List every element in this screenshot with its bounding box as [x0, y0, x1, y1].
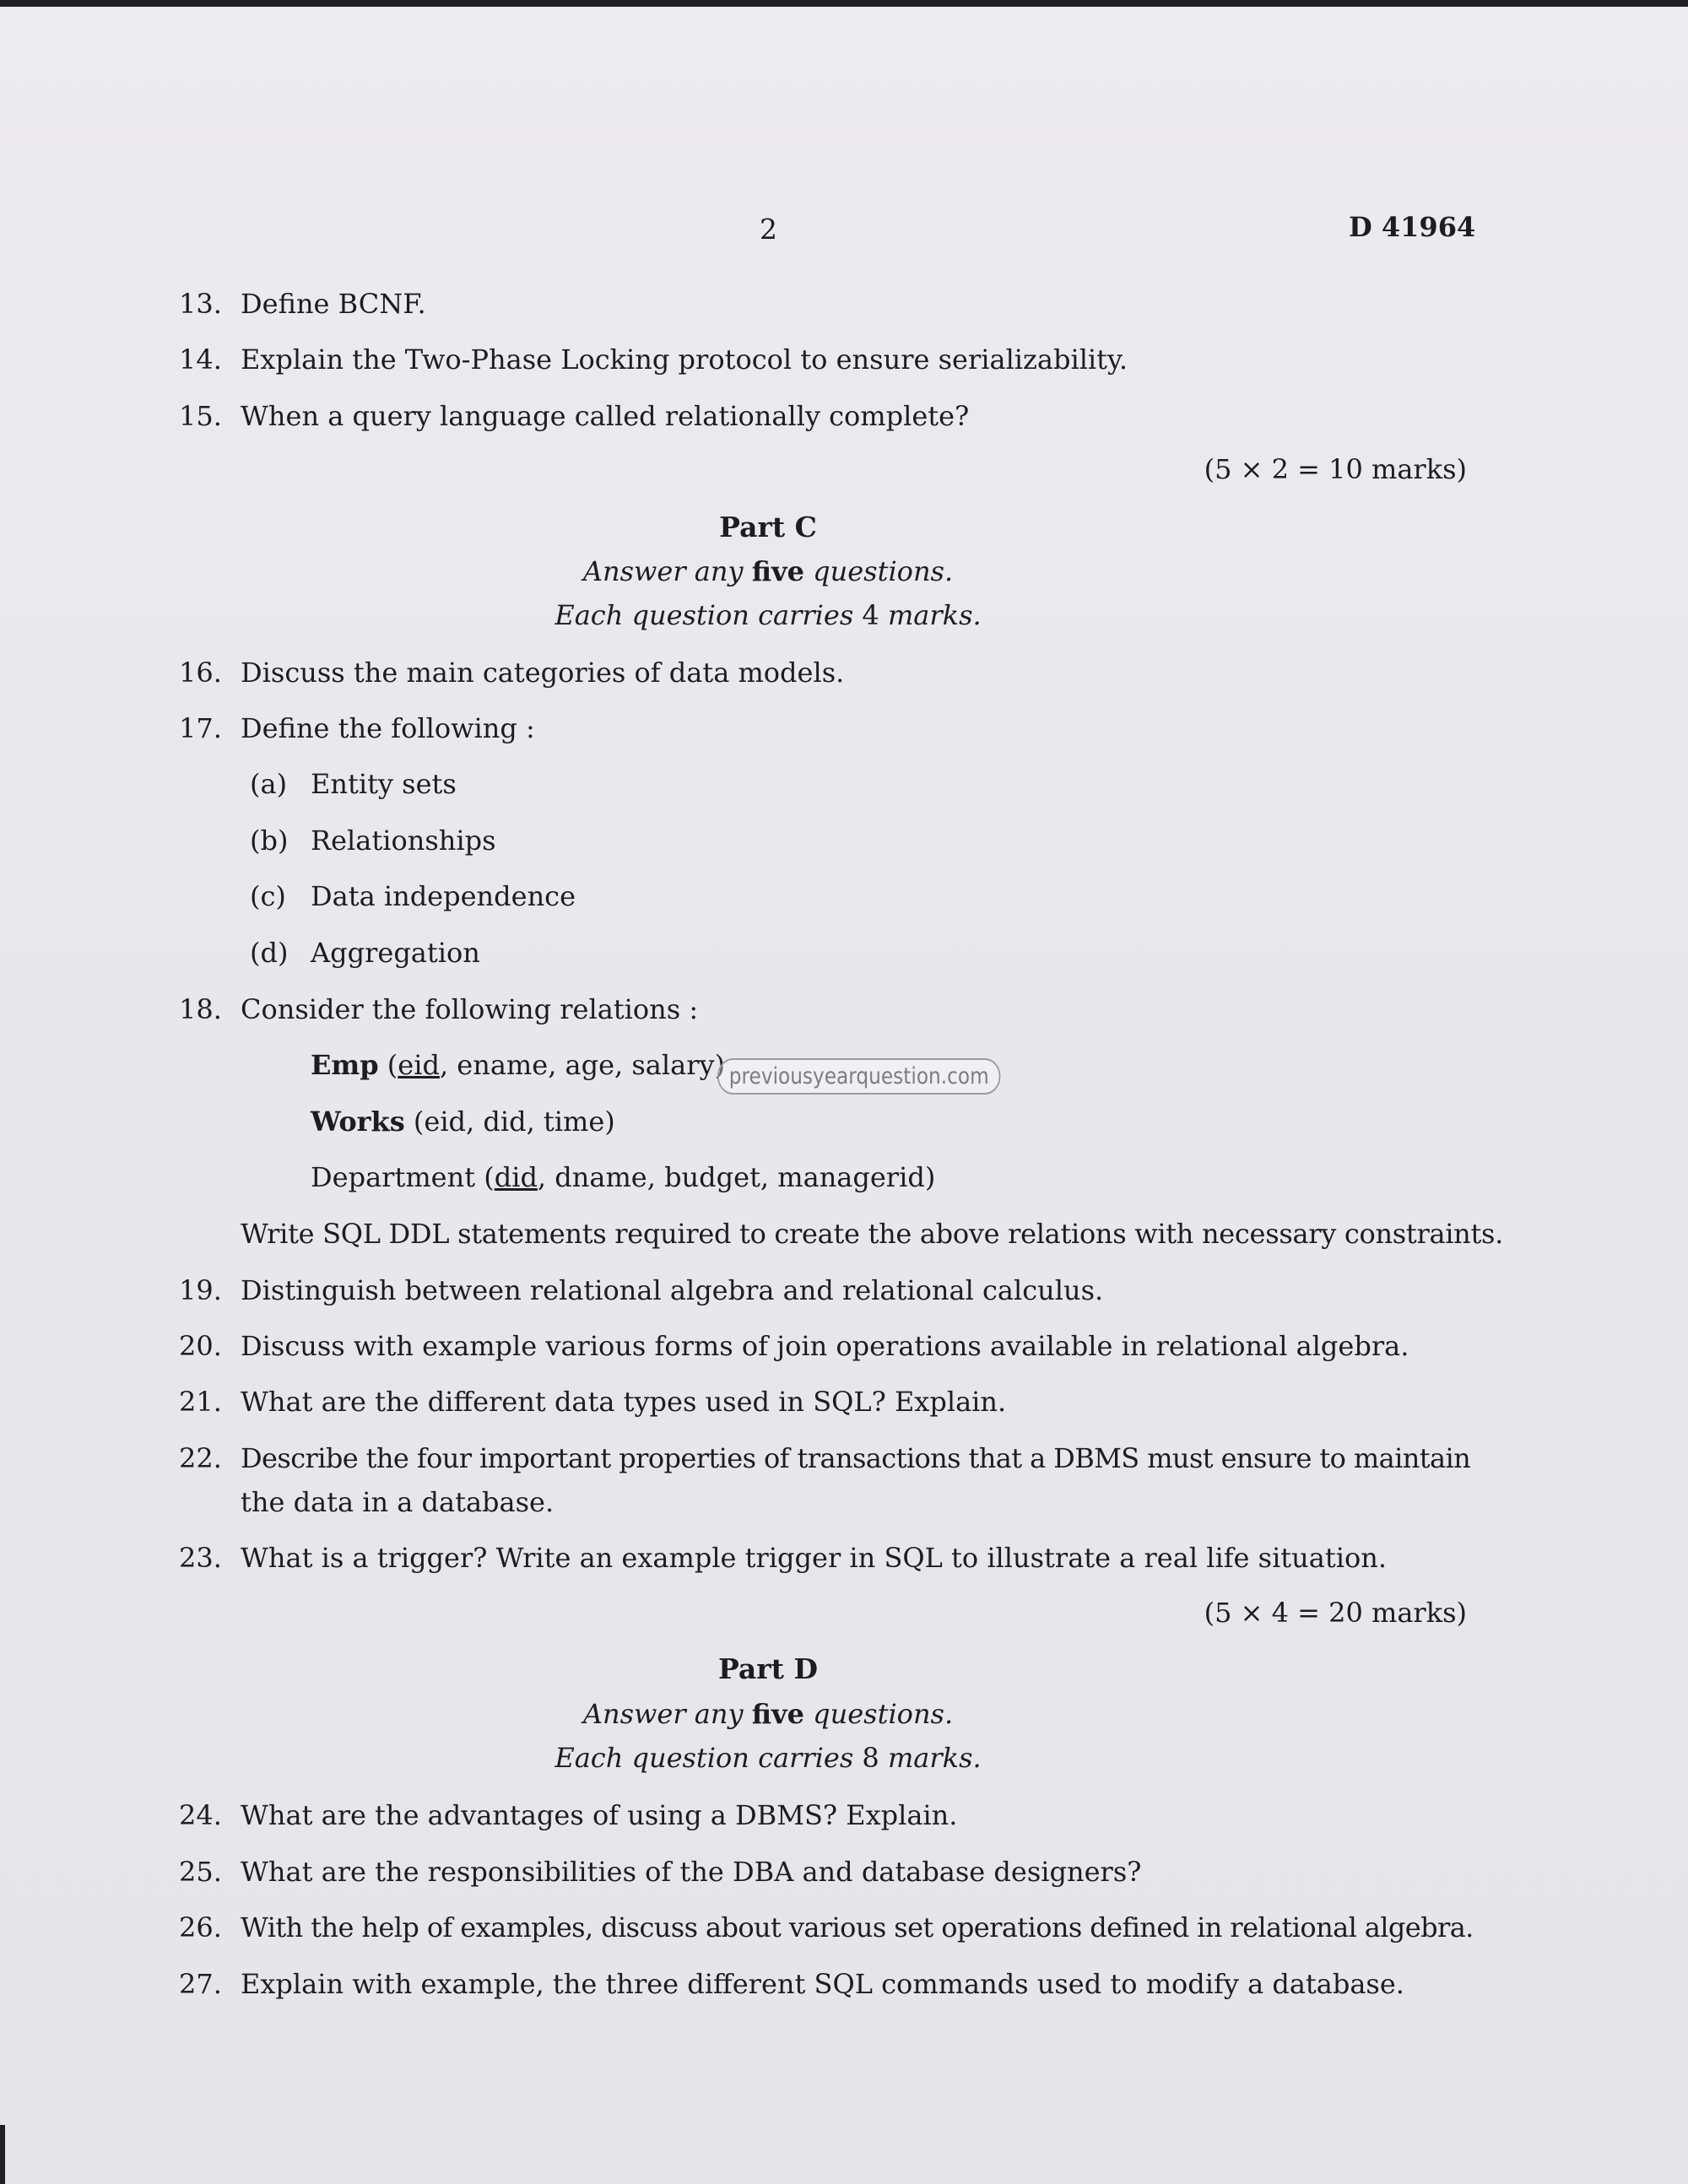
- question-27: [0, 1967, 1688, 2001]
- watermark-logo: previousyearquestion.com: [717, 1058, 1000, 1095]
- question-23: [0, 1541, 1688, 1575]
- q17-item-a: (a) Entity sets: [250, 768, 457, 800]
- question-text: Discuss the main categories of data models.: [241, 657, 845, 689]
- question-25: [0, 1855, 1688, 1889]
- question-text: Consider the following relations :: [241, 993, 699, 1025]
- question-text: Define the following :: [241, 712, 535, 744]
- question-number: 25.: [179, 1856, 222, 1888]
- question-text: Define BCNF.: [241, 288, 426, 320]
- relation-emp: Emp (eid, ename, age, salary): [311, 1049, 726, 1081]
- question-number: 22.: [179, 1442, 222, 1474]
- question-text: When a query language called relationally complete?: [241, 400, 970, 432]
- question-number: 27.: [179, 1968, 222, 2000]
- part-c-marks-note: Each question carries 4 marks.: [555, 599, 982, 631]
- question-text: What are the responsibilities of the DBA and database designers?: [241, 1856, 1142, 1888]
- question-text: Explain with example, the three different SQL commands used to modify a database.: [241, 1968, 1404, 2000]
- part-c-instruction: Answer any five questions.: [582, 555, 954, 587]
- q18-instruction: Write SQL DDL statements required to create the above relations with necessary constraints.: [241, 1218, 1504, 1250]
- scan-corner-mark: [0, 2125, 5, 2184]
- question-number: 21.: [179, 1386, 222, 1418]
- question-text: What are the different data types used in SQL? Explain.: [241, 1386, 1007, 1418]
- q17-item-b: (b) Relationships: [250, 824, 496, 857]
- paper-code: D 41964: [1349, 211, 1476, 243]
- q17-item-c: (c) Data independence: [250, 880, 576, 912]
- question-text: Distinguish between relational algebra and relational calculus.: [241, 1274, 1104, 1306]
- question-20: [0, 1329, 1688, 1363]
- question-19: [0, 1273, 1688, 1307]
- question-number: 23.: [179, 1542, 222, 1574]
- relation-department: Department (did, dname, budget, managerid): [311, 1161, 936, 1193]
- question-number: 16.: [179, 657, 222, 689]
- question-number: 18.: [179, 993, 222, 1025]
- question-number: 14.: [179, 343, 222, 376]
- question-number: 19.: [179, 1274, 222, 1306]
- scan-top-border: [0, 0, 1688, 7]
- part-c-marks: (5 × 4 = 20 marks): [1204, 1597, 1467, 1629]
- question-26: [0, 1911, 1688, 1944]
- question-number: 20.: [179, 1330, 222, 1362]
- page-number: 2: [760, 213, 777, 246]
- question-18: [0, 992, 1688, 1026]
- question-16: [0, 656, 1688, 689]
- question-number: 24.: [179, 1799, 222, 1831]
- question-number: 13.: [179, 288, 222, 320]
- question-21: [0, 1385, 1688, 1419]
- question-text: With the help of examples, discuss about various set operations defined in relational algebra.: [241, 1911, 1474, 1943]
- relation-works: Works (eid, did, time): [311, 1106, 615, 1138]
- part-d-title: Part D: [717, 1652, 819, 1685]
- q17-item-d: (d) Aggregation: [250, 937, 480, 969]
- question-text: Explain the Two-Phase Locking protocol to ensure serializability.: [241, 343, 1128, 376]
- question-13: [0, 287, 1688, 321]
- question-14: [0, 343, 1688, 376]
- part-c-title: Part C: [719, 511, 817, 543]
- question-text: What are the advantages of using a DBMS? Explain.: [241, 1799, 958, 1831]
- question-22: [0, 1441, 1688, 1517]
- question-text-line1: Describe the four important properties of transactions that a DBMS must ensure to maintain: [241, 1442, 1471, 1474]
- part-b-marks: (5 × 2 = 10 marks): [1204, 453, 1467, 485]
- question-text-line2: the data in a database.: [241, 1486, 555, 1518]
- question-17: [0, 711, 1688, 745]
- question-15: [0, 399, 1688, 433]
- question-text: What is a trigger? Write an example trigger in SQL to illustrate a real life situation.: [241, 1542, 1387, 1574]
- part-d-instruction: Answer any five questions.: [582, 1698, 954, 1730]
- part-d-marks-note: Each question carries 8 marks.: [555, 1742, 982, 1774]
- question-text: Discuss with example various forms of join operations available in relational algebra.: [241, 1330, 1409, 1362]
- question-number: 17.: [179, 712, 222, 744]
- question-24: [0, 1798, 1688, 1832]
- question-number: 26.: [179, 1911, 222, 1943]
- question-number: 15.: [179, 400, 222, 432]
